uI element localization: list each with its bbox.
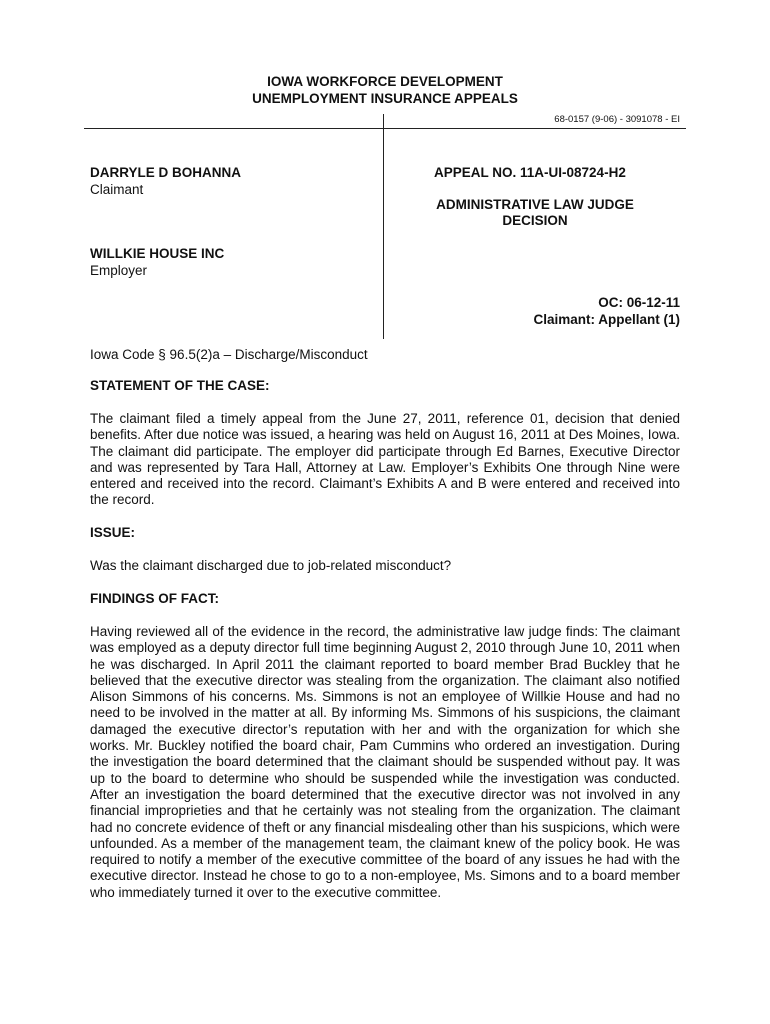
iowa-code-citation: Iowa Code § 96.5(2)a – Discharge/Misconduct (90, 347, 368, 362)
division-title: UNEMPLOYMENT INSURANCE APPEALS (252, 91, 518, 106)
issue-heading: ISSUE: (90, 525, 136, 540)
employer-name: WILLKIE HOUSE INC (90, 246, 225, 261)
employer-role: Employer (90, 263, 148, 278)
statement-heading: STATEMENT OF THE CASE: (90, 378, 270, 393)
statement-paragraph: The claimant filed a timely appeal from the June 27, 2011, reference 01, decision that denied benefits. After due notice was issued, a hearing was held on August 16, 2011 at Des Moines, Iowa. The claimant did participate. The employer did participate through Ed Barnes, Executive Director and was represented by Tara Hall, Attorney at Law. Employer’s Exhibits One through Nine were entered and received into the record. Claimant’s Exhibits A and B were entered and received into the record. (90, 411, 680, 508)
header-divider-vertical (383, 114, 384, 339)
oc-date: OC: 06-12-11 (598, 295, 680, 310)
findings-heading: FINDINGS OF FACT: (90, 591, 219, 606)
decision-title-line2: DECISION (502, 213, 568, 229)
form-number: 68-0157 (9-06) - 3091078 - EI (554, 114, 680, 125)
agency-title: IOWA WORKFORCE DEVELOPMENT (267, 74, 503, 89)
claimant-name: DARRYLE D BOHANNA (90, 165, 241, 180)
decision-title-line1: ADMINISTRATIVE LAW JUDGE (436, 197, 634, 212)
findings-paragraph: Having reviewed all of the evidence in the record, the administrative law judge finds: The claimant was employed as a deputy director full time beginning August 2, 2010 through June 10, 2011 when he was discharged. In April 2011 the claimant reported to board member Brad Buckley that he believed that the executive director was stealing from the organization. The claimant also notified Alison Simmons of his concerns. Ms. Simmons is not an employee of Willkie House and had no need to be involved in the matter at all. By informing Ms. Simmons of his suspicions, the claimant damaged the executive director’s reputation with her and with the organization for which she works. Mr. Buckley notified the board chair, Pam Cummins who ordered an investigation. During the investigation the board determined that the claimant should be suspended without pay. It was up to the board to determine who should be suspended while the investigation was conducted. After an investigation the board determined that the executive director was not involved in any financial improprieties and that he certainly was not stealing from the organization. The claimant had no concrete evidence of theft or any financial misdealing other than his suspicions, which were unfounded. As a member of the management team, the claimant knew of the policy book. He was required to notify a member of the executive committee of the board of any issues he had with the executive director. Instead he chose to go to a non-employee, Ms. Simons and to a board member who immediately turned it over to the executive committee. (90, 624, 680, 900)
header-divider-horizontal (84, 128, 686, 129)
claimant-role: Claimant (90, 182, 144, 197)
issue-paragraph: Was the claimant discharged due to job-related misconduct? (90, 558, 452, 573)
appeal-number: APPEAL NO. 11A-UI-08724-H2 (434, 165, 626, 180)
decision-title (420, 197, 650, 230)
claimant-status: Claimant: Appellant (1) (533, 312, 680, 327)
